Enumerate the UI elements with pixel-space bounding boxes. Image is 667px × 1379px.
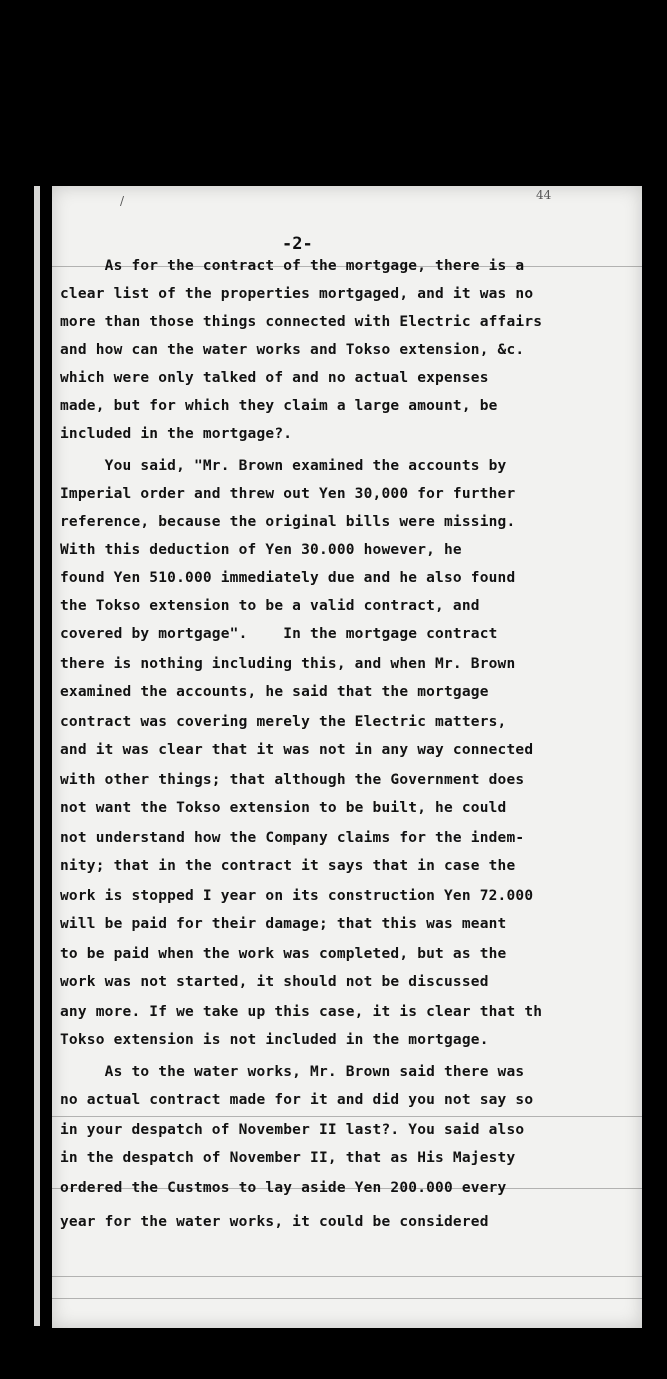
text-line: not understand how the Company claims for the indem- <box>60 830 525 846</box>
text-line: year for the water works, it could be considered <box>60 1214 489 1230</box>
text-line: with other things; that although the Government does <box>60 772 525 788</box>
text-line: Tokso extension is not included in the mortgage. <box>60 1032 489 1048</box>
text-line: more than those things connected with Electric affairs <box>60 314 543 330</box>
text-line: in the despatch of November II, that as His Majesty <box>60 1150 516 1166</box>
corner-mark-right: 44 <box>536 188 552 202</box>
text-line: the Tokso extension to be a valid contract, and <box>60 598 480 614</box>
text-line: Imperial order and threw out Yen 30,000 for further <box>60 486 516 502</box>
text-line: not want the Tokso extension to be built, he could <box>60 800 507 816</box>
text-line: no actual contract made for it and did you not say so <box>60 1092 534 1108</box>
text-line: You said, "Mr. Brown examined the accounts by <box>60 458 507 474</box>
text-line: found Yen 510.000 immediately due and he also found <box>60 570 516 586</box>
text-line: there is nothing including this, and when Mr. Brown <box>60 656 516 672</box>
text-line: As for the contract of the mortgage, there is a <box>60 258 525 274</box>
text-line: With this deduction of Yen 30.000 however, he <box>60 542 462 558</box>
text-line: reference, because the original bills were missing. <box>60 514 516 530</box>
text-line: which were only talked of and no actual expenses <box>60 370 489 386</box>
page-number: -2- <box>282 234 313 254</box>
text-line: work is stopped I year on its construction Yen 72.000 <box>60 888 534 904</box>
text-line: ordered the Custmos to lay aside Yen 200.000 every <box>60 1180 507 1196</box>
text-line: nity; that in the contract it says that in case the <box>60 858 516 874</box>
text-line: clear list of the properties mortgaged, and it was no <box>60 286 534 302</box>
text-line: covered by mortgage". In the mortgage contract <box>60 626 498 642</box>
text-line: will be paid for their damage; that this was meant <box>60 916 507 932</box>
text-line: in your despatch of November II last?. You said also <box>60 1122 525 1138</box>
page-edge <box>34 186 40 1326</box>
text-line: to be paid when the work was completed, but as the <box>60 946 507 962</box>
text-line: made, but for which they claim a large amount, be <box>60 398 498 414</box>
text-line: any more. If we take up this case, it is clear that th <box>60 1004 543 1020</box>
document-page <box>52 186 642 1328</box>
text-line: and how can the water works and Tokso extension, &c. <box>60 342 525 358</box>
corner-mark-left: / <box>120 194 125 208</box>
text-line: examined the accounts, he said that the mortgage <box>60 684 489 700</box>
text-line: and it was clear that it was not in any way connected <box>60 742 534 758</box>
text-line: work was not started, it should not be discussed <box>60 974 489 990</box>
text-line: included in the mortgage?. <box>60 426 293 442</box>
text-line: contract was covering merely the Electric matters, <box>60 714 507 730</box>
text-line: As to the water works, Mr. Brown said there was <box>60 1064 525 1080</box>
